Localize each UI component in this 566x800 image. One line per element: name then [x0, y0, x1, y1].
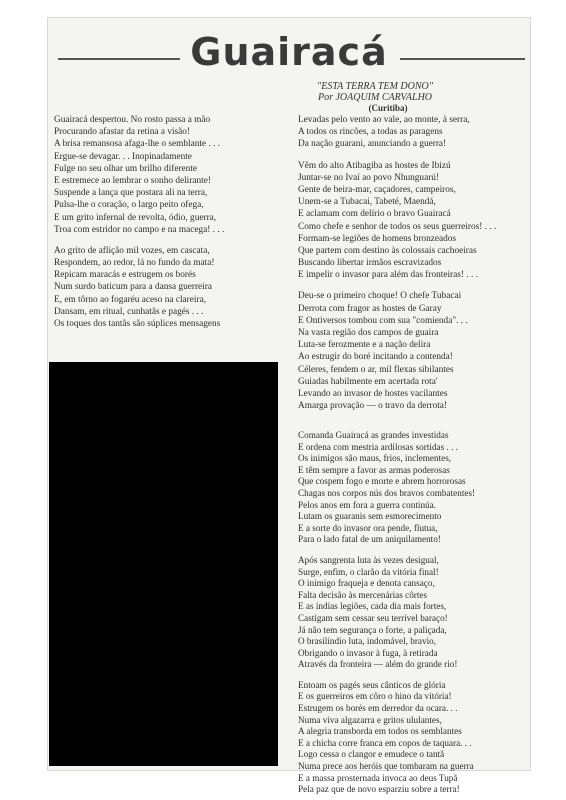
- poem-line: Chagas nos corpos nús dos bravos combatentes!: [298, 487, 476, 498]
- poem-line: E, em tôrno ao fogaréu aceso na clareira,: [54, 294, 207, 305]
- poem-line: A brisa remansosa afaga-lhe o semblante . . .: [54, 139, 220, 150]
- stanza: [298, 430, 528, 546]
- poem-line: Troa com estridor no campo e na macega! . . .: [54, 224, 225, 235]
- left-column: [54, 114, 266, 330]
- poem-line: E a chicha corre franca em copos de taquara. . .: [298, 737, 472, 748]
- poem-line: Comanda Guairacá as grandes investidas: [298, 430, 449, 440]
- poem-line: E aclamam com delírio o bravo Guairacá: [298, 209, 451, 220]
- poem-line: Unem-se a Tubacai, Tabeté, Maendá,: [298, 197, 436, 208]
- poem-line: E as índias legiões, cada dia mais fortes,: [298, 601, 447, 612]
- poem-line: Vêm do alto Atibagiba as hostes de Ibizú: [298, 160, 451, 171]
- poem-line: E a sorte do invasor ora pende, flutua,: [298, 522, 438, 533]
- stanza: [298, 290, 528, 412]
- poem-line: Ao grito de aflição mil vozes, em cascata,: [54, 245, 210, 256]
- poem-line: Da nação guarani, anunciando a guerra!: [298, 139, 447, 150]
- poem-line: E Ontiversos tombou com sua "comienda". . .: [298, 315, 468, 326]
- poem-line: E a massa prosternada invoca ao deus Tupã: [298, 772, 458, 783]
- poem-line: Castigam sem cessar seu terrível baraço!: [298, 612, 448, 623]
- poem-line: O inimigo fraqueja e denota cansaço,: [298, 578, 435, 589]
- poem-line: Como chefe e senhor de todos os seus guerreiros! . . .: [298, 221, 497, 232]
- poem-line: Pelos anos em fora a guerra continúa.: [298, 499, 437, 510]
- poem-line: Para o lado fatal de um aniquilamento!: [298, 534, 441, 545]
- poem-line: E um grito infernal de revolta, ódio, guerra,: [54, 212, 217, 223]
- poem-line: Suspende a lança que postara ali na terra,: [54, 188, 208, 199]
- poem-line: Guiadas habilmente em acertada rota': [298, 376, 438, 387]
- right-column-lower: [298, 430, 528, 796]
- poem-line: Procurando afastar da retina a visão!: [54, 127, 191, 138]
- poem-line: Falta decisão às mercenárias côrtes: [298, 589, 428, 600]
- poem-line: Que partem com destino às colossais cachoeiras: [298, 245, 477, 256]
- poem-line: Guairacá despertou. No rosto passa a mão: [54, 115, 211, 125]
- poem-line: E têm sempre a favor as armas poderosas: [298, 464, 450, 475]
- poem-line: Obrigando o invasor à fuga, à retirada: [298, 647, 438, 658]
- poem-line: O brasilíndio luta, indomável, bravio,: [298, 636, 437, 647]
- poem-line: Numa prece aos heróis que tombaram na guerra: [298, 761, 474, 772]
- poem-line: Fulge no seu olhar um brilho diferente: [54, 163, 198, 174]
- author-city: (Curitiba): [368, 103, 408, 113]
- poem-line: Luta-se ferozmente e a nação delira: [298, 340, 431, 351]
- poem-line: Após sangrenta luta às vezes desigual,: [298, 554, 439, 565]
- poem-line: Pela paz que de novo esparziu sobre a terra!: [298, 784, 460, 795]
- poem-line: Levando ao invasor de hostes vacilantes: [298, 388, 448, 399]
- poem-line: Gente de beira-mar, caçadores, campeiros,: [298, 184, 456, 195]
- poem-line: Já não tem segurança o forte, a paliçada,: [298, 624, 447, 635]
- poem-line: Ao estrugir do boré incitando a contenda!: [298, 352, 453, 363]
- poem-line: Ergue-se devagar. . . Inopinadamente: [54, 151, 192, 162]
- poem-author: Por JOAQUIM CARVALHO: [317, 92, 433, 103]
- poem-subtitle: "ESTA TERRA TEM DONO": [317, 81, 433, 92]
- poem-line: Os inimigos são maus, frios, inclementes,: [298, 453, 452, 464]
- poem-line: Num surdo baticum para a dansa guerreira: [54, 282, 212, 293]
- poem-line: Na vasta região dos campos de guaira: [298, 328, 439, 338]
- poem-line: Surge, enfim, o clarão da vitória final!: [298, 566, 439, 577]
- poem-line: Que cospem fogo e morte e abrem horrorosas: [298, 476, 466, 487]
- poem-line: Entoam os pagés seus cânticos de glória: [298, 679, 446, 690]
- poem-line: E estremece ao lembrar o sonho delirante!: [54, 175, 211, 186]
- poem-title: Guairacá: [190, 30, 388, 74]
- poem-line: E impelir o invasor para além das fronteiras! . . .: [298, 270, 478, 281]
- poem-line: Formam-se legiões de homens bronzeados: [298, 233, 457, 244]
- redacted-block: [49, 362, 278, 766]
- poem-line: A todos os rincões, a todas as paragens: [298, 127, 443, 138]
- poem-line: Deu-se o primeiro choque! O chefe Tubacai: [298, 291, 462, 302]
- poem-line: Buscando libertar irmãos escravizados: [298, 258, 442, 269]
- poem-line: Amarga provação — o travo da derrota!: [298, 401, 448, 412]
- poem-line: E ordena com mestria ardilosas sortidas . . .: [298, 441, 458, 452]
- poem-line: Lutam os guaranis sem esmorecimento: [298, 511, 442, 522]
- stanza: [298, 114, 528, 151]
- poem-line: Logo cessa o clangor e emudece o tantã: [298, 749, 445, 760]
- poem-line: Juntar-se no Ivaí ao povo Nhunguarú!: [298, 172, 440, 183]
- poem-line: Repicam maracás e estrugem os borés: [54, 270, 196, 281]
- stanza: [54, 245, 266, 330]
- poem-line: Pulsa-lhe o coração, o largo peito ofega,: [54, 200, 204, 211]
- poem-line: A alegria transborda em todos os semblantes: [298, 726, 462, 737]
- stanza: [54, 114, 266, 236]
- poem-line: Levadas pelo vento ao vale, ao monte, à serra,: [298, 115, 470, 125]
- poem-line: Estrugem os borés em derredor da ocara. . .: [298, 703, 458, 714]
- stanza: [298, 160, 528, 282]
- poem-line: Os toques dos tantãs são súplices mensagens: [54, 319, 221, 329]
- poem-line: Através da fronteira — além do grande rio!: [298, 659, 458, 670]
- stanza: [298, 555, 528, 671]
- poem-line: Numa viva algazarra e gritos ululantes,: [298, 714, 442, 725]
- poem-line: Dansam, em ritual, cunhatãs e pagés . . .: [54, 306, 204, 317]
- poem-line: E os guerreiros em côro o hino da vitória!: [298, 691, 452, 702]
- poem-line: Respondem, ao redor, lá no fundo da mata!: [54, 258, 215, 269]
- poem-line: Céleres, fendem o ar, mil flexas sibilantes: [298, 364, 454, 375]
- right-column-upper: [298, 114, 528, 412]
- stanza: [298, 680, 528, 796]
- poem-line: Derrota com fragor as hostes de Garay: [298, 303, 442, 314]
